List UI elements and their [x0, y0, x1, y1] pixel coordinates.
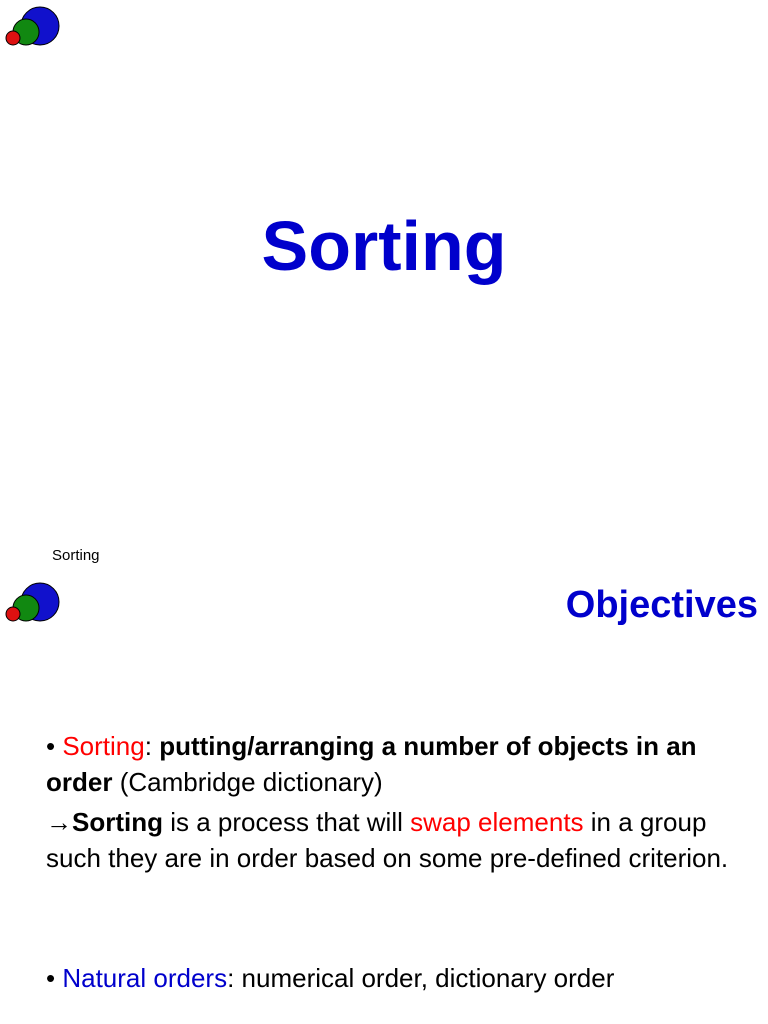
swap-elements-highlight: swap elements [410, 807, 584, 837]
logo-circles-icon [4, 4, 62, 50]
slide-footer-label: Sorting [52, 547, 100, 564]
sorting-process-paragraph [46, 804, 746, 876]
process-text-a: is a process that will [170, 807, 403, 837]
logo-circles-icon [4, 580, 62, 626]
natural-orders-text: : numerical order, dictionary order [227, 963, 615, 993]
colon: : [144, 731, 152, 761]
bullet-natural-orders [46, 960, 746, 996]
term-sorting: Sorting [62, 731, 145, 761]
process-text-b: in a group such they are in order based on some pre-defined criterion. [46, 807, 729, 873]
objectives-slide [0, 566, 768, 1024]
bullet-sorting-definition [46, 728, 746, 800]
term-sorting-bold: Sorting [72, 807, 163, 837]
slide-title: Sorting [261, 207, 507, 285]
bullet-icon: • [46, 963, 56, 993]
definition-text: putting/arranging a number of objects in an order [46, 731, 697, 797]
bullet-icon: • [46, 731, 56, 761]
source-citation: (Cambridge dictionary) [119, 767, 383, 797]
arrow-icon: → [46, 807, 72, 837]
term-natural-orders: Natural orders [62, 963, 228, 993]
slide-title: Objectives [565, 584, 758, 626]
